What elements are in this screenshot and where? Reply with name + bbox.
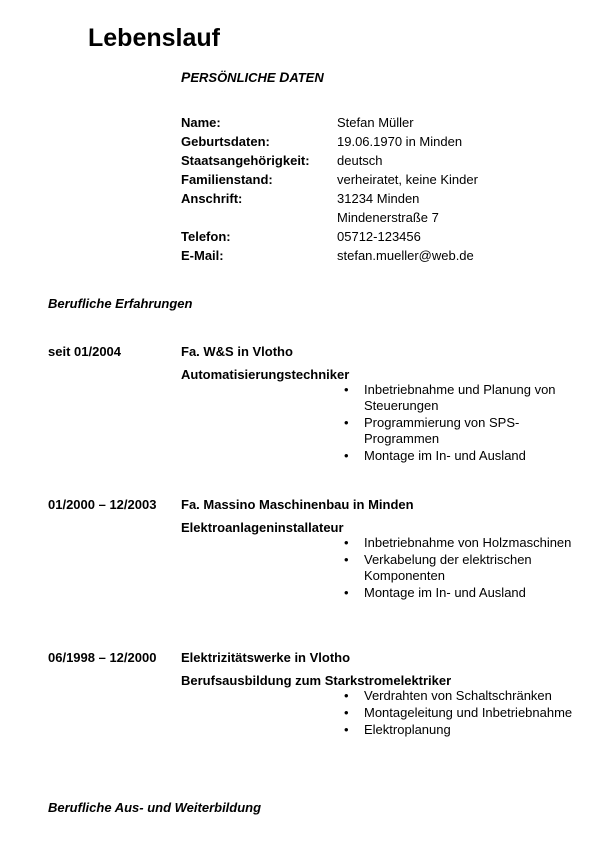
personal-value: 19.06.1970 in Minden [337, 134, 463, 149]
job-date: 01/2000 – 12/2003 [48, 497, 157, 512]
personal-data-table [181, 113, 561, 265]
job-role: Berufsausbildung zum Starkstromelektriker [181, 673, 452, 688]
personal-row-address-street [181, 208, 561, 227]
bullet-icon: • [344, 448, 349, 463]
bullet-text: Verkabelung der elektrischen Komponenten [364, 552, 532, 583]
bullet-icon: • [344, 585, 349, 600]
personal-row-nationality [181, 151, 561, 170]
personal-value: deutsch [337, 153, 383, 168]
job-bullet-list [340, 688, 580, 739]
personal-value: stefan.mueller@web.de [337, 248, 474, 263]
bullet-icon: • [344, 552, 349, 567]
bullet-text: Programmierung von SPS-Programmen [364, 415, 520, 446]
bullet-icon: • [344, 688, 349, 703]
list-item [340, 535, 580, 551]
list-item [340, 448, 580, 464]
personal-value: Stefan Müller [337, 115, 414, 130]
job-bullet-list [340, 382, 580, 465]
personal-data-heading [181, 68, 324, 87]
personal-label: Telefon: [181, 229, 231, 244]
personal-value: 05712-123456 [337, 229, 421, 244]
personal-label: Anschrift: [181, 191, 243, 206]
personal-label [181, 208, 337, 227]
bullet-text: Inbetriebnahme von Holzmaschinen [364, 535, 572, 550]
heading-initial: P [181, 69, 191, 85]
bullet-text: Verdrahten von Schaltschränken [364, 688, 552, 703]
personal-row-marital-status [181, 170, 561, 189]
list-item [340, 722, 580, 738]
bullet-text: Montageleitung und Inbetriebnahme [364, 705, 573, 720]
bullet-text: Montage im In- und Ausland [364, 448, 526, 463]
heading-initial: D [279, 69, 290, 85]
personal-row-address [181, 189, 561, 208]
heading-text: ERSÖNLICHE [190, 70, 280, 85]
personal-value: verheiratet, keine Kinder [337, 172, 478, 187]
personal-value: 31234 Minden [337, 191, 420, 206]
list-item [340, 415, 580, 447]
bullet-icon: • [344, 382, 349, 397]
personal-row-phone [181, 227, 561, 246]
document-title: Lebenslauf [88, 24, 220, 52]
job-role: Automatisierungstechniker [181, 367, 350, 382]
personal-label: Familienstand: [181, 172, 273, 187]
job-date: 06/1998 – 12/2000 [48, 650, 157, 665]
bullet-icon: • [344, 535, 349, 550]
personal-row-birth [181, 132, 561, 151]
heading-text: ATEN [289, 70, 324, 85]
bullet-text: Inbetriebnahme und Planung von Steuerungen [364, 382, 556, 413]
job-date: seit 01/2004 [48, 344, 122, 359]
list-item [340, 382, 580, 414]
personal-label: E-Mail: [181, 248, 224, 263]
personal-label: Staatsangehörigkeit: [181, 153, 310, 168]
personal-row-name [181, 113, 561, 132]
education-heading: Berufliche Aus- und Weiterbildung [48, 800, 262, 815]
personal-label: Geburtsdaten: [181, 134, 270, 149]
list-item [340, 552, 580, 584]
job-role: Elektroanlageninstallateur [181, 520, 344, 535]
personal-row-email [181, 246, 561, 265]
list-item [340, 705, 580, 721]
personal-value: Mindenerstraße 7 [337, 210, 439, 225]
list-item [340, 585, 580, 601]
list-item [340, 688, 580, 704]
job-company: Fa. W&S in Vlotho [181, 344, 293, 359]
personal-label: Name: [181, 115, 221, 130]
job-company: Elektrizitätswerke in Vlotho [181, 650, 351, 665]
bullet-text: Elektroplanung [364, 722, 451, 737]
bullet-text: Montage im In- und Ausland [364, 585, 526, 600]
job-bullet-list [340, 535, 580, 602]
experience-heading: Berufliche Erfahrungen [48, 296, 193, 311]
bullet-icon: • [344, 415, 349, 430]
bullet-icon: • [344, 722, 349, 737]
job-company: Fa. Massino Maschinenbau in Minden [181, 497, 414, 512]
bullet-icon: • [344, 705, 349, 720]
